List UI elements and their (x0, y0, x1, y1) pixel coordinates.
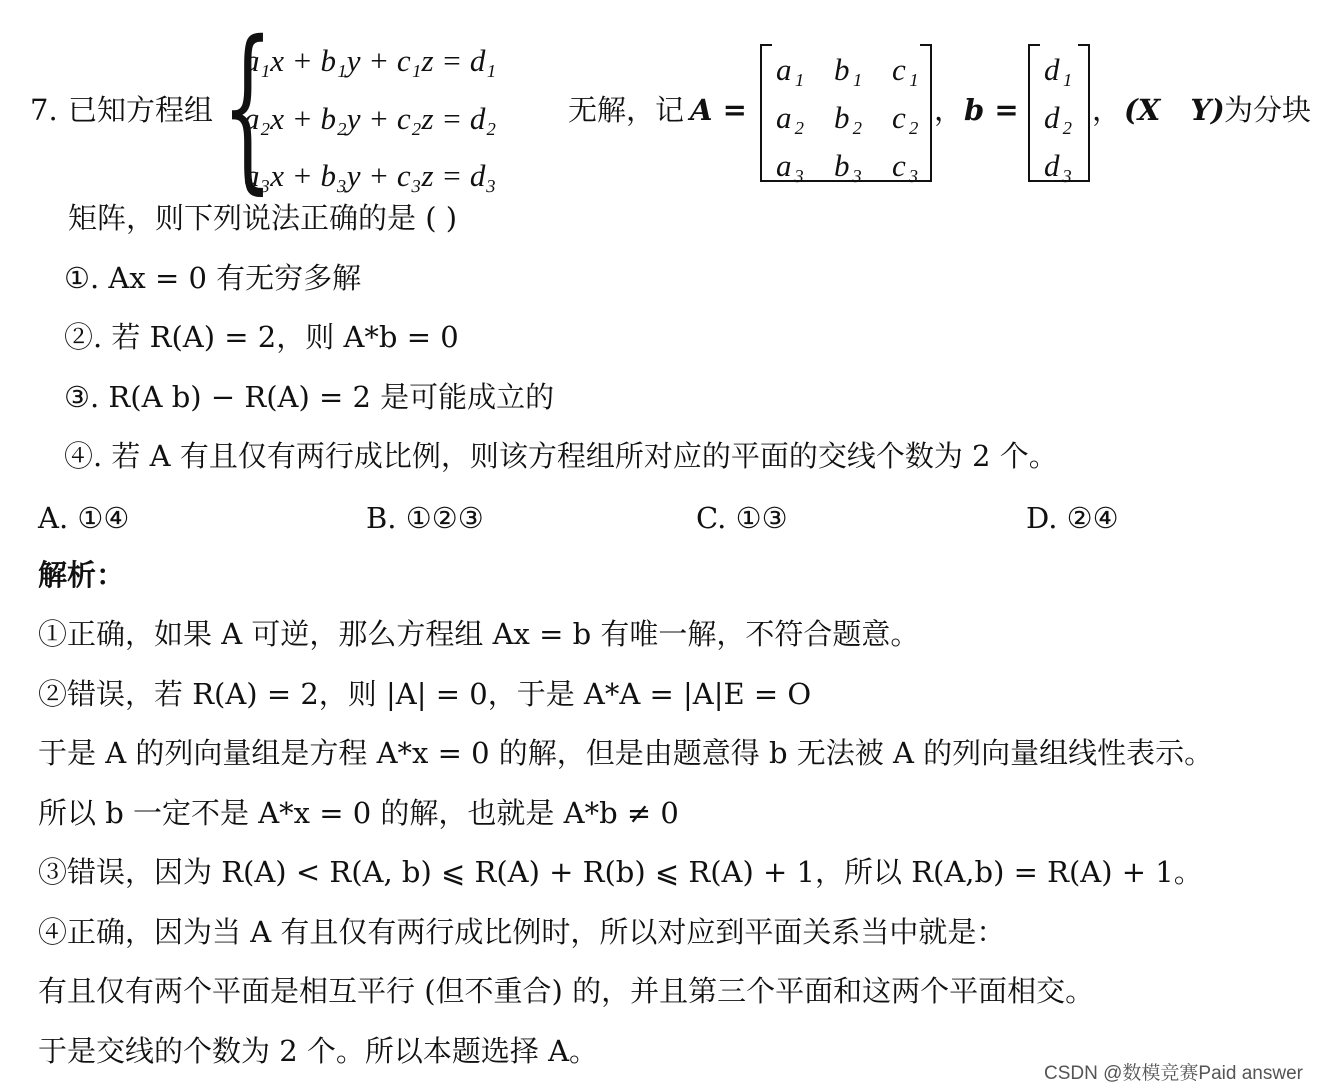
equation-1: a₁x + b₁y + c₁z = d₁ (244, 43, 497, 78)
analysis-line-1: ①正确，如果 A 可逆，那么方程组 Ax = b 有唯一解，不符合题意。 (38, 617, 920, 651)
vector-b (1028, 44, 1090, 182)
matrix-A-label: A = (690, 93, 747, 127)
analysis-line-8: 于是交线的个数为 2 个。所以本题选择 A。 (38, 1034, 599, 1068)
question-number: 7. (30, 93, 58, 127)
no-solution-text: 无解，记 (568, 93, 685, 127)
system-brace: { (222, 3, 273, 210)
option-c: C. ①③ (696, 501, 788, 535)
question-intro: 已知方程组 (68, 93, 214, 127)
comma-1: ， (934, 93, 964, 127)
vector-b-row-1: d₁ (1044, 52, 1075, 87)
matrix-A-row-1: a₁ b₁ c₁ (776, 52, 921, 87)
statement-3: ③. R(A b) − R(A) = 2 是可能成立的 (64, 380, 555, 414)
analysis-line-4: 所以 b 一定不是 A*x = 0 的解，也就是 A*b ≠ 0 (38, 796, 679, 830)
analysis-line-2: ②错误，若 R(A) = 2，则 |A| = 0，于是 A*A = |A|E = O (38, 677, 812, 711)
vector-b-row-3: d₃ (1044, 148, 1075, 183)
analysis-line-5: ③错误，因为 R(A) < R(A, b) ⩽ R(A) + R(b) ⩽ R(A) + 1，所以 R(A,b) = R(A) + 1。 (38, 855, 1203, 889)
statement-4: ④. 若 A 有且仅有两行成比例，则该方程组所对应的平面的交线个数为 2 个。 (64, 439, 1058, 473)
matrix-A-row-3: a₃ b₃ c₃ (776, 148, 921, 183)
matrix-A-row-2: a₂ b₂ c₂ (776, 100, 921, 135)
equation-2: a₂x + b₂y + c₂z = d₂ (244, 101, 497, 136)
statement-2: ②. 若 R(A) = 2，则 A*b = 0 (64, 320, 459, 354)
analysis-heading: 解析： (38, 558, 126, 592)
option-b: B. ①②③ (366, 501, 484, 535)
equation-3: a₃x + b₃y + c₃z = d₃ (244, 158, 497, 193)
block-matrix-tail: 为分块 (1224, 93, 1312, 127)
question-continuation: 矩阵，则下列说法正确的是 ( ) (68, 201, 458, 235)
matrix-A (760, 44, 932, 182)
vector-b-row-2: d₂ (1044, 100, 1075, 135)
option-d: D. ②④ (1026, 501, 1119, 535)
vector-b-label: b = (964, 93, 1019, 127)
block-matrix: (X Y) (1124, 93, 1225, 127)
csdn-watermark: CSDN @数模竞赛Paid answer (1044, 1063, 1303, 1084)
statement-1: ①. Ax = 0 有无穷多解 (64, 261, 362, 295)
analysis-line-3: 于是 A 的列向量组是方程 A*x = 0 的解，但是由题意得 b 无法被 A 的列向量组线性表示。 (38, 736, 1214, 770)
analysis-line-6: ④正确，因为当 A 有且仅有两行成比例时，所以对应到平面关系当中就是： (38, 915, 1006, 949)
comma-2: ， (1092, 93, 1122, 127)
option-a: A. ①④ (38, 501, 130, 535)
analysis-line-7: 有且仅有两个平面是相互平行 (但不重合) 的，并且第三个平面和这两个平面相交。 (38, 974, 1095, 1008)
